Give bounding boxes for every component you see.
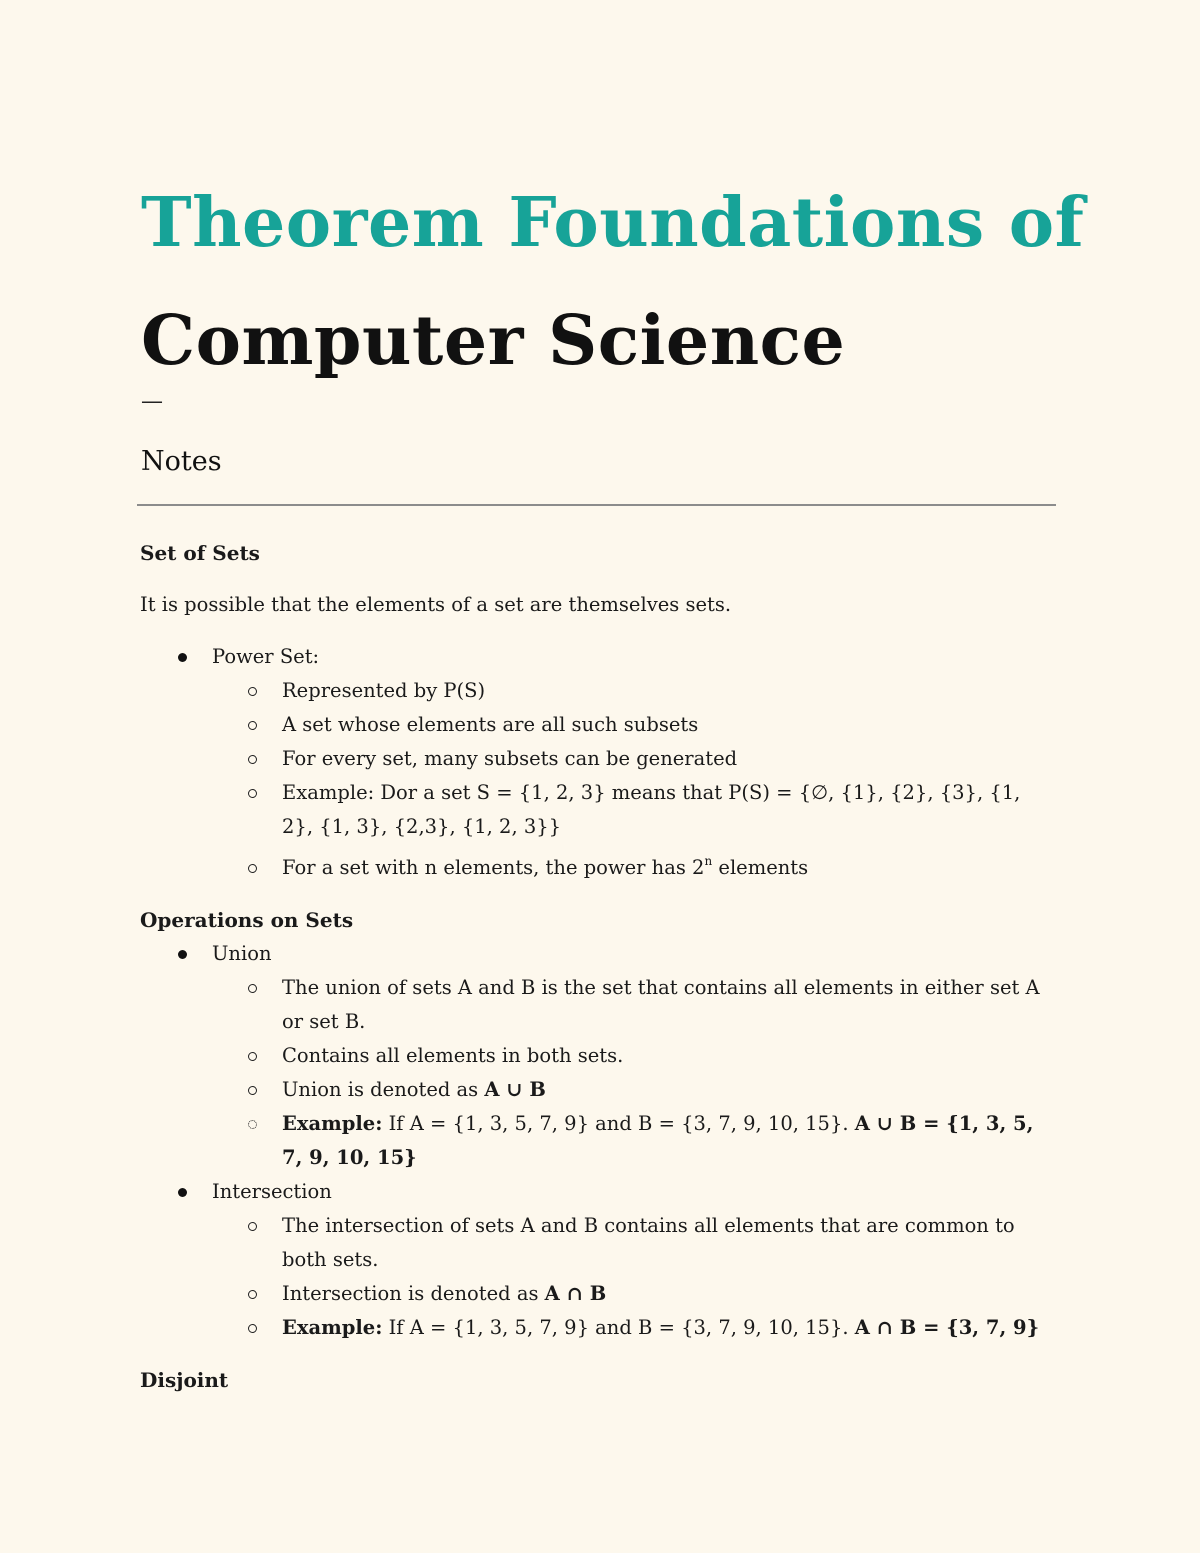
hollow-bullet-icon [248, 984, 257, 993]
intersection-sublist [212, 1209, 1055, 1345]
section-heading-set-of-sets: Set of Sets [140, 541, 260, 565]
list-item [282, 776, 1055, 844]
bullet-icon [178, 653, 187, 662]
example-label: Example: [282, 1112, 383, 1135]
union-label: Union [212, 942, 272, 965]
list-item [282, 674, 1055, 708]
set-of-sets-intro: It is possible that the elements of a set are themselves sets. [140, 593, 732, 616]
hollow-bullet-icon [248, 864, 257, 873]
power-set-sublist [212, 674, 1055, 885]
title-dash: — [141, 389, 163, 414]
list-item [282, 1073, 1055, 1107]
power-set-list [140, 640, 1055, 885]
list-item [212, 937, 1055, 1175]
example-label: Example: [282, 1316, 383, 1339]
list-item [282, 1311, 1055, 1345]
title-line-1: Theorem Foundations of [141, 183, 1085, 263]
notes-content [140, 536, 1055, 1397]
union-symbol: A ∪ B [484, 1078, 546, 1101]
section-heading-operations: Operations on Sets [140, 908, 354, 932]
list-item-text: elements [712, 856, 809, 879]
list-item [282, 1209, 1055, 1277]
list-item [212, 640, 1055, 885]
list-item [282, 1107, 1055, 1175]
list-item [282, 708, 1055, 742]
list-item-text: The union of sets A and B is the set that contains all elements in either set A or set B. [282, 976, 1040, 1033]
list-item [282, 851, 1055, 885]
hollow-bullet-icon [248, 789, 257, 798]
list-item-text: For every set, many subsets can be generated [282, 747, 738, 770]
list-item [282, 742, 1055, 776]
list-item-text: Intersection is denoted as [282, 1282, 545, 1305]
operations-list [140, 937, 1055, 1345]
hollow-bullet-icon [248, 1324, 257, 1333]
hollow-bullet-icon [248, 1120, 257, 1129]
power-set-label: Power Set: [212, 645, 320, 668]
example-result: A ∪ B = {1, 3, 5, 7, 9, 10, 15} [282, 1112, 1034, 1169]
list-item-text: Union is denoted as [282, 1078, 485, 1101]
hollow-bullet-icon [248, 687, 257, 696]
hollow-bullet-icon [248, 1052, 257, 1061]
hollow-bullet-icon [248, 755, 257, 764]
hollow-bullet-icon [248, 721, 257, 730]
list-item-text: The intersection of sets A and B contains all elements that are common to both sets. [282, 1214, 1015, 1271]
bullet-icon [178, 950, 187, 959]
list-item [212, 1175, 1055, 1345]
section-heading-disjoint: Disjoint [140, 1368, 229, 1392]
hollow-bullet-icon [248, 1222, 257, 1231]
list-item-text: A set whose elements are all such subsets [282, 713, 699, 736]
title-line-2: Computer Science [141, 301, 846, 381]
list-item [282, 1277, 1055, 1311]
list-item-text: Represented by P(S) [282, 679, 486, 702]
intersection-symbol: A ∩ B [544, 1282, 607, 1305]
list-item [282, 1039, 1055, 1073]
list-item-text: Example: Dor a set S = {1, 2, 3} means that P(S) = {∅, {1}, {2}, {3}, {1, 2}, {1, 3}, {2,3}, {1, 2, 3}} [282, 781, 1021, 838]
list-item-text: If A = {1, 3, 5, 7, 9} and B = {3, 7, 9, 10, 15}. [382, 1112, 855, 1135]
notes-heading: Notes [141, 446, 222, 477]
hollow-bullet-icon [248, 1086, 257, 1095]
list-item [282, 971, 1055, 1039]
union-sublist [212, 971, 1055, 1175]
example-result: A ∩ B = {3, 7, 9} [854, 1316, 1040, 1339]
superscript-n: n [704, 853, 713, 868]
list-item-text: For a set with n elements, the power has 2 [282, 856, 705, 879]
intersection-label: Intersection [212, 1180, 332, 1203]
bullet-icon [178, 1188, 187, 1197]
hollow-bullet-icon [248, 1290, 257, 1299]
list-item-text: If A = {1, 3, 5, 7, 9} and B = {3, 7, 9, 10, 15}. [382, 1316, 855, 1339]
horizontal-rule [137, 504, 1056, 506]
list-item-text: Contains all elements in both sets. [282, 1044, 624, 1067]
